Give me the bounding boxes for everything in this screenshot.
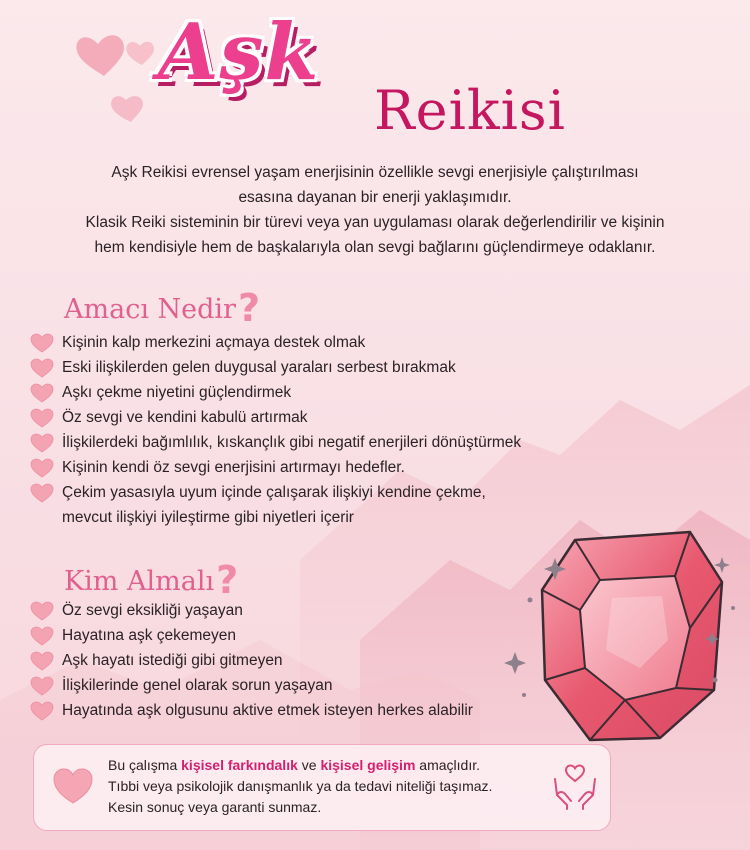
- list-item: [30, 598, 473, 623]
- disclaimer-line: Tıbbi veya psikolojik danışmanlık ya da tedavi niteliği taşımaz.: [108, 778, 493, 794]
- disclaimer-fragment: Bu çalışma: [108, 757, 182, 773]
- list-item: [30, 380, 521, 405]
- heart-icon: [30, 408, 54, 428]
- list-item-text: İlişkilerdeki bağımlılık, kıskançlık gibi negatif enerjileri dönüştürmek: [62, 434, 522, 451]
- list-item-text: Öz sevgi eksikliği yaşayan: [62, 602, 243, 619]
- section-title-who: [64, 558, 239, 602]
- hands-heart-icon: [551, 761, 599, 811]
- list-item-text: Kişinin kendi öz sevgi enerjisini artırmayı hedefler.: [62, 459, 405, 476]
- heart-icon: [30, 433, 54, 453]
- disclaimer-line: [108, 755, 548, 776]
- list-item-text: Kişinin kalp merkezini açmaya destek olmak: [62, 334, 366, 351]
- disclaimer-text: [108, 755, 548, 818]
- heart-icon: [30, 676, 54, 696]
- disclaimer-fragment: ve: [297, 757, 321, 773]
- heart-icon: [30, 701, 54, 721]
- heart-icon: [30, 601, 54, 621]
- heart-icon: [30, 626, 54, 646]
- who-list: [30, 598, 473, 723]
- highlight-personal-growth: kişisel gelişim: [320, 757, 416, 773]
- disclaimer-fragment: amaçlıdır.: [415, 757, 480, 773]
- title-sub: Reikisi: [374, 79, 566, 142]
- list-item-text: Öz sevgi ve kendini kabulü artırmak: [62, 409, 308, 426]
- heart-icon: [30, 383, 54, 403]
- list-item-text: Çekim yasasıyla uyum içinde çalışarak ilişkiyi kendine çekme,: [62, 484, 486, 501]
- section-title-text: Kim Almalı: [64, 566, 215, 597]
- list-item-text: Hayatına aşk çekemeyen: [62, 627, 237, 644]
- question-mark-icon: ?: [237, 286, 261, 330]
- question-mark-icon: ?: [216, 558, 239, 602]
- list-item-text: İlişkilerinde genel olarak sorun yaşayan: [62, 677, 333, 694]
- list-item: [30, 648, 473, 673]
- list-item-text: Aşk hayatı istediği gibi gitmeyen: [62, 652, 283, 669]
- highlight-self-awareness: kişisel farkındalık: [181, 757, 298, 773]
- list-item: [30, 430, 521, 455]
- purpose-list: [30, 330, 521, 530]
- list-item: [30, 673, 473, 698]
- section-title-purpose: [64, 286, 261, 330]
- list-item-text: Eski ilişkilerden gelen duygusal yaraları serbest bırakmak: [62, 359, 456, 376]
- list-item: [30, 355, 521, 380]
- decor-hearts: [76, 35, 154, 122]
- heart-icon: [30, 458, 54, 478]
- intro-line: hem kendisiyle hem de başkalarıyla olan sevgi bağlarını güçlendirmeye odaklanır.: [94, 239, 656, 256]
- list-item: [30, 698, 473, 723]
- list-item: [30, 623, 473, 648]
- intro-line: esasına dayanan bir enerji yaklaşımıdır.: [238, 189, 512, 206]
- disclaimer-line: Kesin sonuç veya garanti sunmaz.: [108, 799, 322, 815]
- list-item: [30, 330, 521, 355]
- list-item: [30, 455, 521, 480]
- list-item: [30, 405, 521, 430]
- heart-icon: [52, 767, 94, 805]
- intro-paragraph: [40, 160, 710, 260]
- list-item-text: Hayatında aşk olgusunu aktive etmek isteyen herkes alabilir: [62, 702, 473, 719]
- intro-line: Klasik Reiki sisteminin bir türevi veya yan uygulaması olarak değerlendirilir ve kişinin: [85, 214, 665, 231]
- heart-icon: [30, 333, 54, 353]
- list-item-text: Aşkı çekme niyetini güçlendirmek: [62, 384, 292, 401]
- intro-line: Aşk Reikisi evrensel yaşam enerjisinin özellikle sevgi enerjisiyle çalıştırılması: [111, 164, 639, 181]
- heart-icon: [30, 483, 54, 503]
- list-item: [30, 480, 521, 530]
- section-title-text: Amacı Nedir: [64, 294, 236, 325]
- heart-icon: [30, 358, 54, 378]
- title-main: Aşk: [158, 7, 320, 98]
- disclaimer-box: [33, 744, 611, 831]
- list-item-continuation: mevcut ilişkiyi iyileştirme gibi niyetleri içerir: [62, 509, 354, 526]
- heart-icon: [30, 651, 54, 671]
